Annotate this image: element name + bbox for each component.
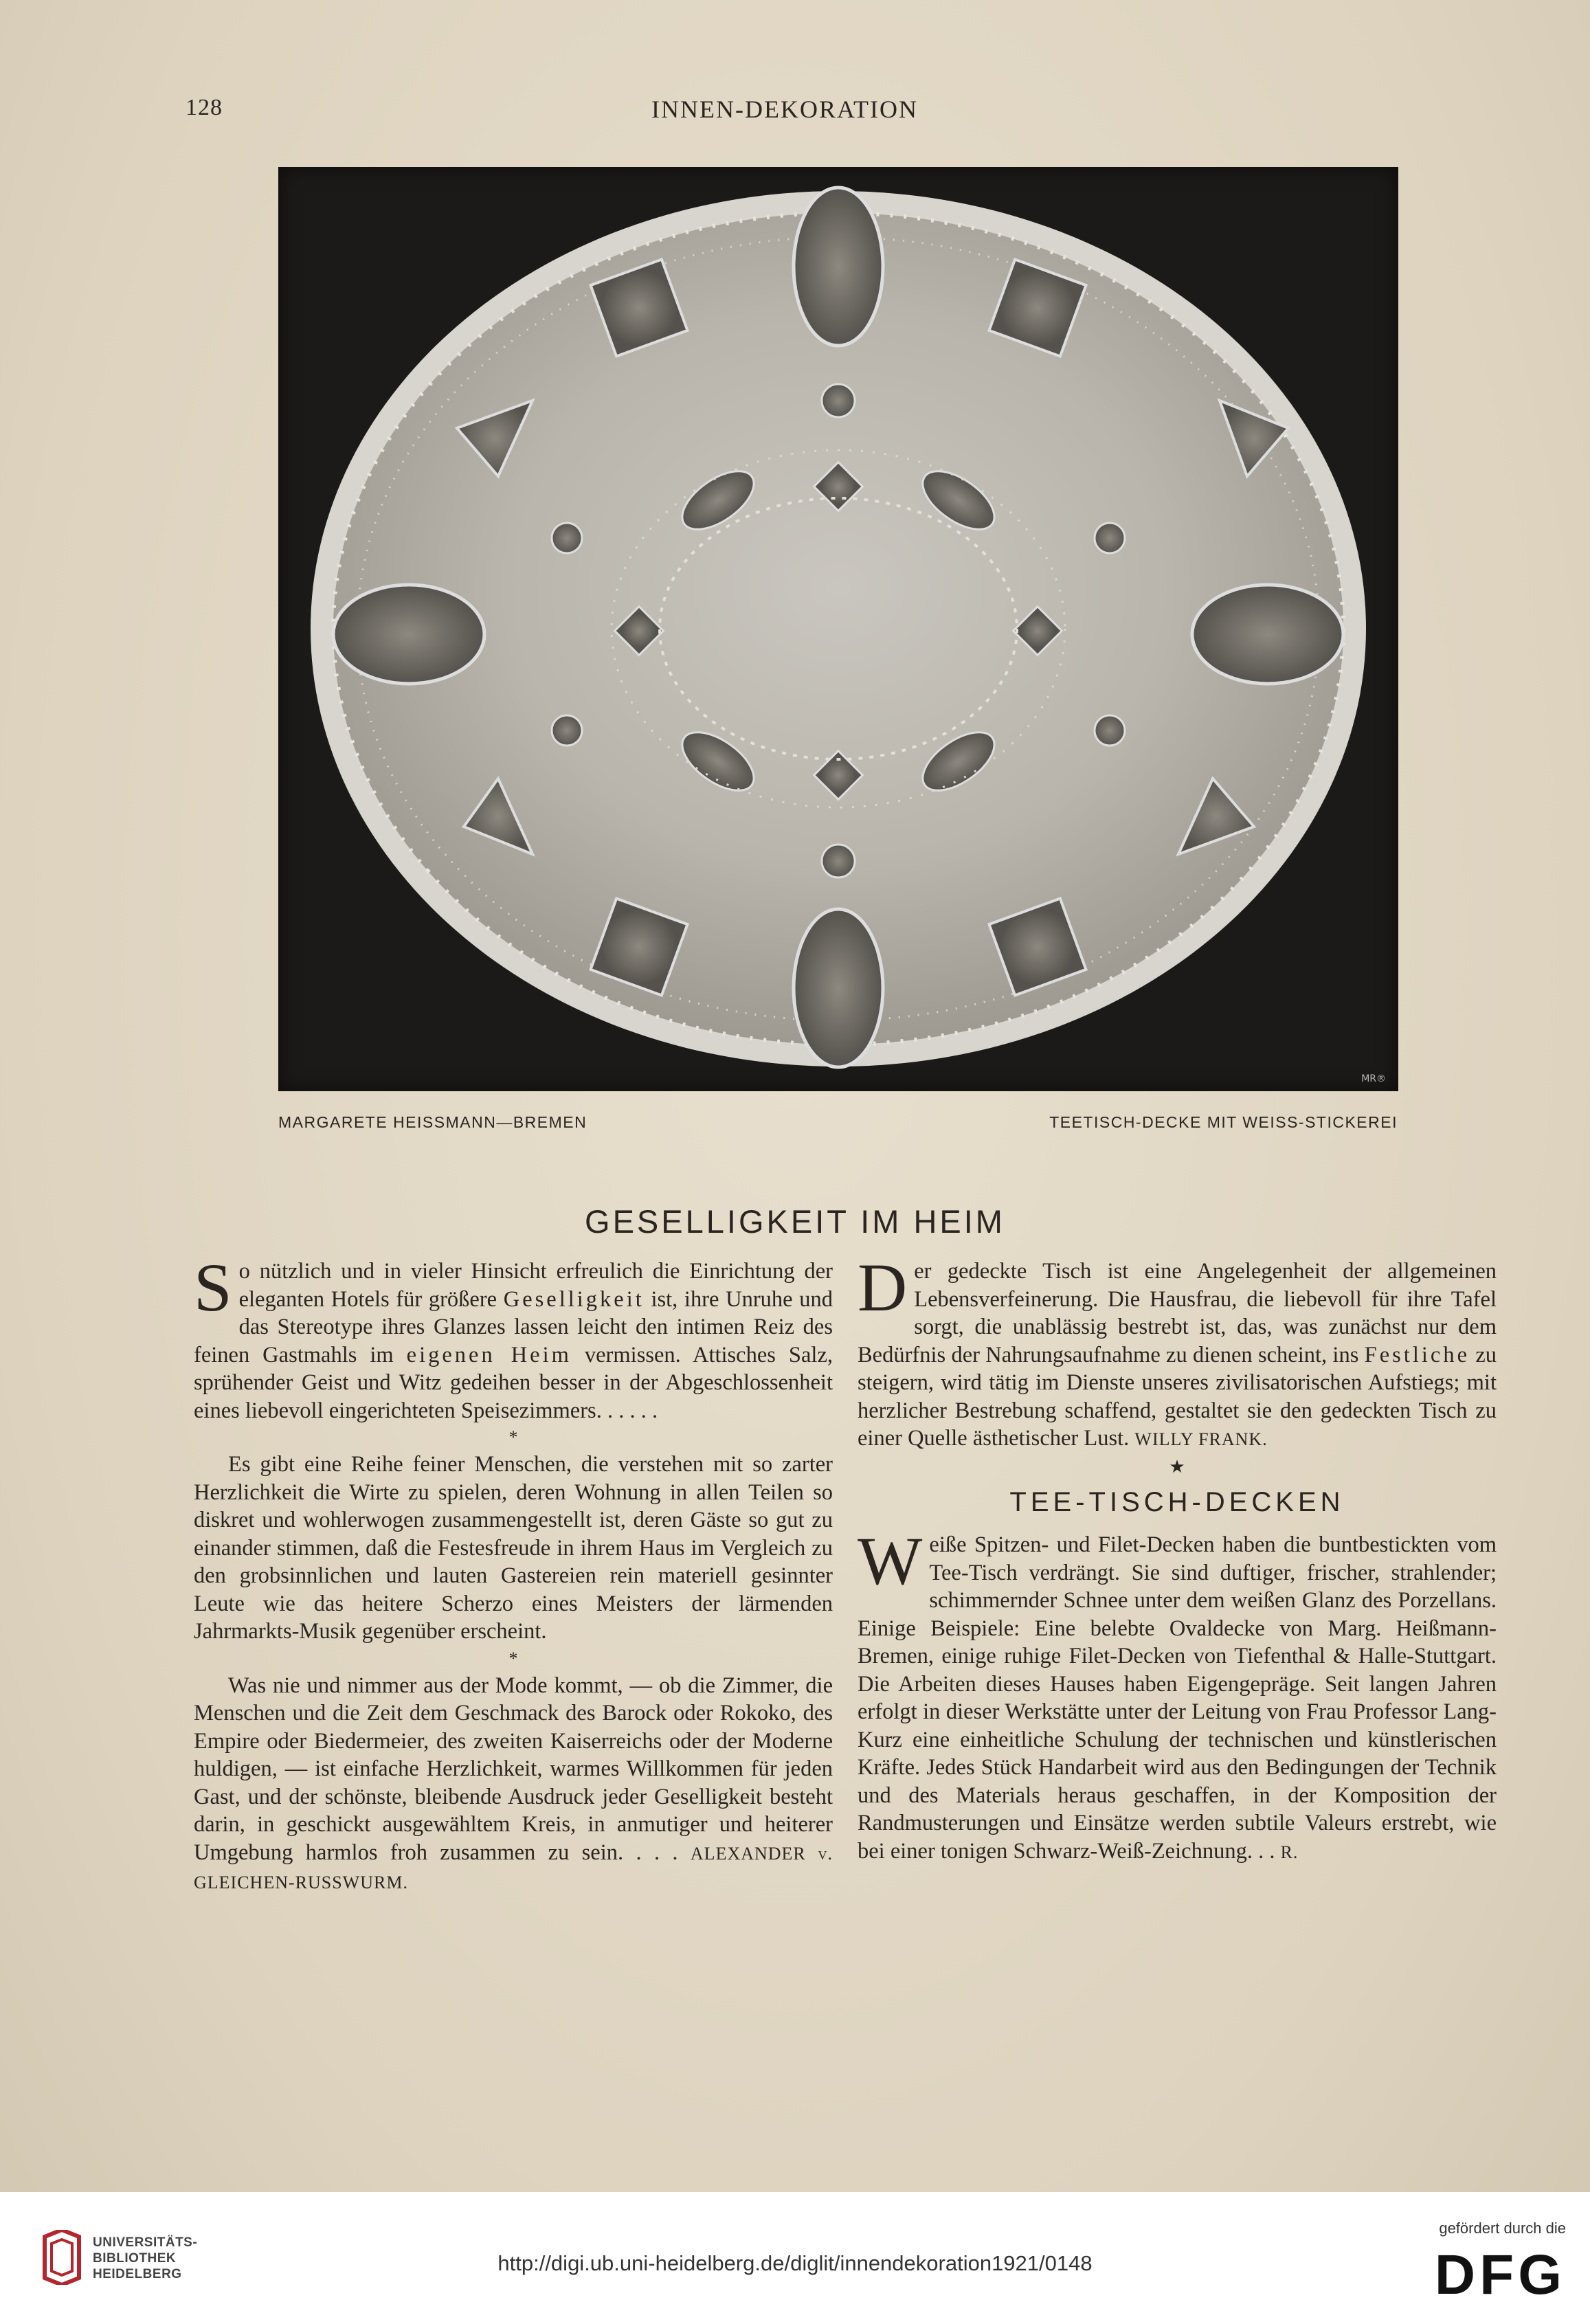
author-signature: ALEXANDER v. GLEICHEN-RUSSWURM. [194,1843,833,1892]
digitization-footer [0,2192,1590,2324]
left-column [194,1249,833,1897]
section-subtitle: TEE-TISCH-DECKEN [1009,1486,1345,1517]
author-signature: R. [1280,1842,1299,1862]
university-library-name: UNIVERSITÄTS- BIBLIOTHEK HEIDELBERG [93,2235,198,2281]
paragraph-5: Weiße Spitzen- und Filet-Decken haben die buntbestickten vom Tee-Tisch verdrängt. Sie sind duftiger, frischer, strahlender; schimmernder Schnee unter dem weißen Glanz des Porzellans. Einige Beispiele: Eine belebte Ovaldecke von Marg. Heißmann-Bremen, einige ruhige Filet-Decken von Tiefenthal & Halle-Stuttgart. Die Arbeiten dieses Hauses haben Eigengepräge. Seit langen Jahren erfolgt in dieser Werkstätte unter der Leitung von Frau Professor Lang-Kurz eine einheitliche Schulung der technischen und künstlerischen Kräfte. Jedes Stück Handarbeit wird aus den Bedingungen der Technik und des Materials heraus geschaffen, in der Komposition der Randmusterungen und Einsätze werden subtile Valeurs erstrebt, wie bei einer tonigen Schwarz-Weiß-Zeichnung. . . R. [858,1523,1497,1864]
page-number: 128 [186,95,223,120]
paragraph-1: So nützlich und in vieler Hinsicht erfreulich die Einrichtung der eleganten Hotels für größere Geselligkeit ist, ihre Unruhe und das Stereotype ihres Glanzes lassen leicht den intimen Reiz des feinen Gastmahls im eigenen Heim vermissen. Attisches Salz, sprühender Geist und Witz gedeihen besser in der Abgeschlossenheit eines liebevoll eingerichteten Speisezimmers. . . . . . [194,1249,833,1423]
drop-cap: D [858,1249,908,1326]
dfg-logo: DFG [1434,2244,1566,2306]
section-star: * [508,1648,518,1668]
doily-photograph [278,167,1398,1091]
lace-medallion-right [1192,585,1343,684]
digitization-url-link[interactable]: http://digi.ub.uni-heidelberg.de/diglit/innendekoration1921/0148 [497,2251,1093,2275]
journal-title: INNEN-DEKORATION [651,96,918,123]
lace-medallion-bottom [794,909,883,1067]
paragraph-4: Der gedeckte Tisch ist eine Angelegenheit der allgemeinen Lebensverfeinerung. Die Hausfrau, die liebevoll für ihre Tafel sorgt, die unablässig bestrebt ist, das, was zunächst nur dem Bedürfnis der Nahrungsaufnahme zu dienen scheint, ins Festliche zu steigern, wird tätig im Dienste unseres zivilisatorischen Aufstiegs; mit herzlicher Bestrebung schaffend, gestaltet sie den gedeckten Tisch zu einer Quelle ästhetischer Lust. WILLY FRANK. [858,1249,1497,1451]
lace-medallion-left [333,585,484,684]
caption-artist: MARGARETE HEISSMANN—BREMEN [278,1113,587,1131]
funded-by-label: gefördert durch die [1439,2220,1566,2237]
right-column [858,1249,1497,1866]
drop-cap: W [858,1523,923,1599]
caption-description: TEETISCH-DECKE MIT WEISS-STICKEREI [1049,1113,1398,1131]
paragraph-2: Es gibt eine Reihe feiner Menschen, die verstehen mit so zarter Herzlichkeit die Wirte zu spielen, deren Wohnung in allen Teilen so diskret und wohlerwogen zusammengestellt ist, deren Gäste so gut zu einander stimmen, daß die Festesfreude in ihrem Haus im Vergleich zu den grobsinnlichen und lauten Gastereien rein materiell gesinnter Leute wie das heitere Scherzo eines Meisters der lärmenden Jahrmarkts-Musik gegenüber erscheint. [194,1452,833,1644]
paragraph-3: Was nie und nimmer aus der Mode kommt, — ob die Zimmer, die Menschen und die Zeit dem Geschmack des Barock oder Rokoko, des Empire oder Biedermeier, des zweiten Kaiserreichs oder der Moderne huldigen, — ist einfache Herzlichkeit, warmes Willkommen für jeden Gast, und der schönste, bleibende Ausdruck jeder Geselligkeit besteht darin, in geschickt ausgewähltem Kreis, in anmutiger und heiterer Umgebung harmlos froh zusammen zu sein. . . . ALEXANDER v. GLEICHEN-RUSSWURM. [194,1673,833,1892]
photographer-mark: MR® [1361,1073,1386,1084]
drop-cap: S [194,1249,232,1326]
article-title: GESELLIGKEIT IM HEIM [585,1203,1005,1240]
author-signature: WILLY FRANK. [1134,1429,1268,1449]
doily-illustration [278,167,1398,1091]
section-star: ★ [1169,1456,1185,1477]
lace-medallion-top [794,188,883,346]
section-star: * [508,1427,518,1447]
page-header [186,95,1384,136]
